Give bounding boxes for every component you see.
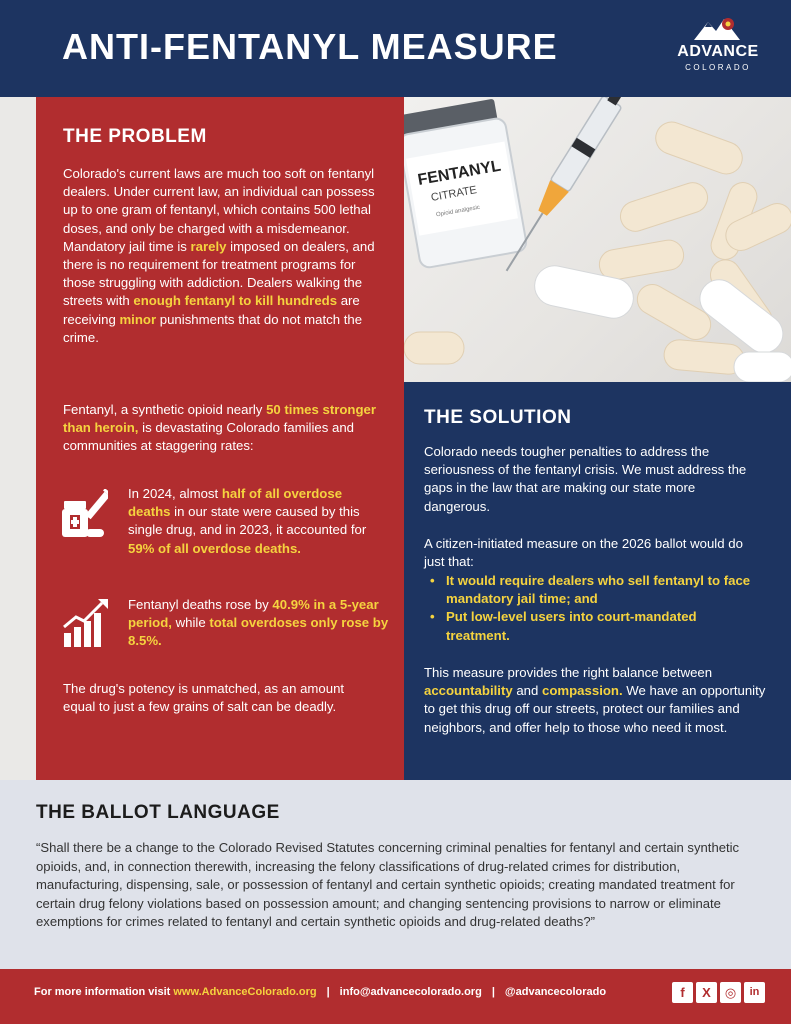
highlight-50-times: 50 times stronger than heroin,	[63, 402, 376, 436]
footer-bar	[0, 969, 791, 1024]
problem-paragraph-2: Fentanyl, a synthetic opioid nearly 50 times stronger than heroin, is devastating Colorado families and communities at staggering rates:	[63, 402, 376, 454]
footer-separator: |	[491, 986, 495, 998]
stat-deaths-rose: Fentanyl deaths rose by 40.9% in a 5-year period, while total overdoses only rose by 8.5%.	[128, 597, 389, 649]
problem-title: THE PROBLEM	[63, 126, 207, 147]
social-handle: @advancecolorado	[504, 986, 607, 998]
ballot-text: “Shall there be a change to the Colorado Revised Statutes concerning criminal penalties for fentanyl and certain synthetic opioids, and, in connection therewith, increasing the felony classifications of drug-related crimes for distribution, manufacturing, dispensing, sale, or possession of fentanyl and certain synthetic opioids; creating mandated treatment for certain drug felony violations based on possession amount; and changing sentencing provisions to narrow or eliminate exemptions for crimes related to fentanyl and certain synthetic opioids and drug-related deaths?”	[36, 840, 740, 930]
problem-section	[36, 97, 404, 780]
problem-paragraph-3: The drug's potency is unmatched, as an amount equal to just a few grains of salt can be deadly.	[63, 681, 345, 715]
website-link[interactable]: www.AdvanceColorado.org	[173, 986, 317, 998]
highlight-59-percent: 59% of all overdose deaths.	[128, 540, 301, 556]
mountain-logo-icon	[694, 16, 740, 40]
stat-overdose-deaths: In 2024, almost half of all overdose deaths in our state were caused by this single drug, and in 2023, it accounted for 59% of all overdose deaths.	[128, 486, 367, 556]
rising-bar-chart-icon	[62, 599, 110, 649]
solution-paragraph-1: Colorado needs tougher penalties to address the seriousness of the fentanyl crisis. We must address the gaps in the law that are making our state more dangerous.	[424, 444, 747, 514]
x-icon[interactable]: X	[696, 982, 717, 1003]
instagram-icon[interactable]: ◎	[720, 982, 741, 1003]
highlight-half-of-overdoses: half of all overdose deaths	[128, 486, 343, 520]
linkedin-icon[interactable]: in	[744, 982, 765, 1003]
vial-label-small: Opioid analgesic	[435, 204, 481, 219]
solution-paragraph-3: This measure provides the right balance between accountability and compassion. We have an opportunity to get this drug off our streets, protect our families and neighbors, and offer help to those who need it most.	[424, 665, 766, 735]
solution-bullet-list	[424, 572, 754, 645]
solution-title: THE SOLUTION	[424, 407, 572, 428]
highlight-accountability: accountability	[424, 683, 513, 699]
highlight-40-9-percent: 40.9% in a 5-year period,	[128, 597, 379, 631]
ballot-title: THE BALLOT LANGUAGE	[36, 802, 280, 823]
ballot-language-section	[0, 780, 791, 969]
highlight-8-5-percent: total overdoses only rose by 8.5%.	[128, 615, 389, 649]
solution-bullet-treatment: • Put low-level users into court-mandated treatment.	[424, 608, 754, 644]
footer-separator: |	[326, 986, 330, 998]
solution-section	[404, 382, 791, 780]
fentanyl-pills-photo	[404, 97, 791, 382]
highlight-compassion: compassion.	[542, 683, 623, 699]
solution-bullet-jail-time: • It would require dealers who sell fentanyl to face mandatory jail time; and	[424, 572, 754, 608]
advance-colorado-logo[interactable]	[668, 16, 768, 78]
solution-paragraph-2: A citizen-initiated measure on the 2026 ballot would do just that:	[424, 536, 743, 570]
vial-label-fentanyl: FENTANYL	[416, 157, 503, 189]
logo-text-colorado: COLORADO	[685, 63, 751, 72]
email-link[interactable]: info@advancecolorado.org	[339, 986, 482, 998]
pills-illustration-icon	[404, 97, 791, 382]
pill-bottle-syringe-icon	[60, 489, 108, 541]
problem-paragraph-1: Colorado's current laws are much too soft on fentanyl dealers. Under current law, an individual can possess up to one gram of fentanyl, which contains 500 lethal doses, and only be charged with a misdemeanor. Mandatory jail time is rarely imposed on dealers, and there is no requirement for treatment programs for those struggling with addiction. Dealers walking the streets with enough fentanyl to kill hundreds are receiving minor punishments that do not match the crime.	[63, 166, 375, 345]
footer-contact-line: For more information visit www.AdvanceColorado.org | info@advancecolorado.org | @advancecolorado	[34, 986, 607, 998]
highlight-rarely: rarely	[190, 238, 227, 254]
page-title: ANTI-FENTANYL MEASURE	[62, 26, 558, 67]
facebook-icon[interactable]: f	[672, 982, 693, 1003]
header-bar	[0, 0, 791, 97]
highlight-enough-fentanyl: enough fentanyl to kill hundreds	[133, 293, 338, 309]
vial-label-citrate: CITRATE	[430, 184, 478, 204]
logo-text-advance: ADVANCE	[677, 43, 759, 60]
highlight-minor: minor	[119, 311, 157, 327]
